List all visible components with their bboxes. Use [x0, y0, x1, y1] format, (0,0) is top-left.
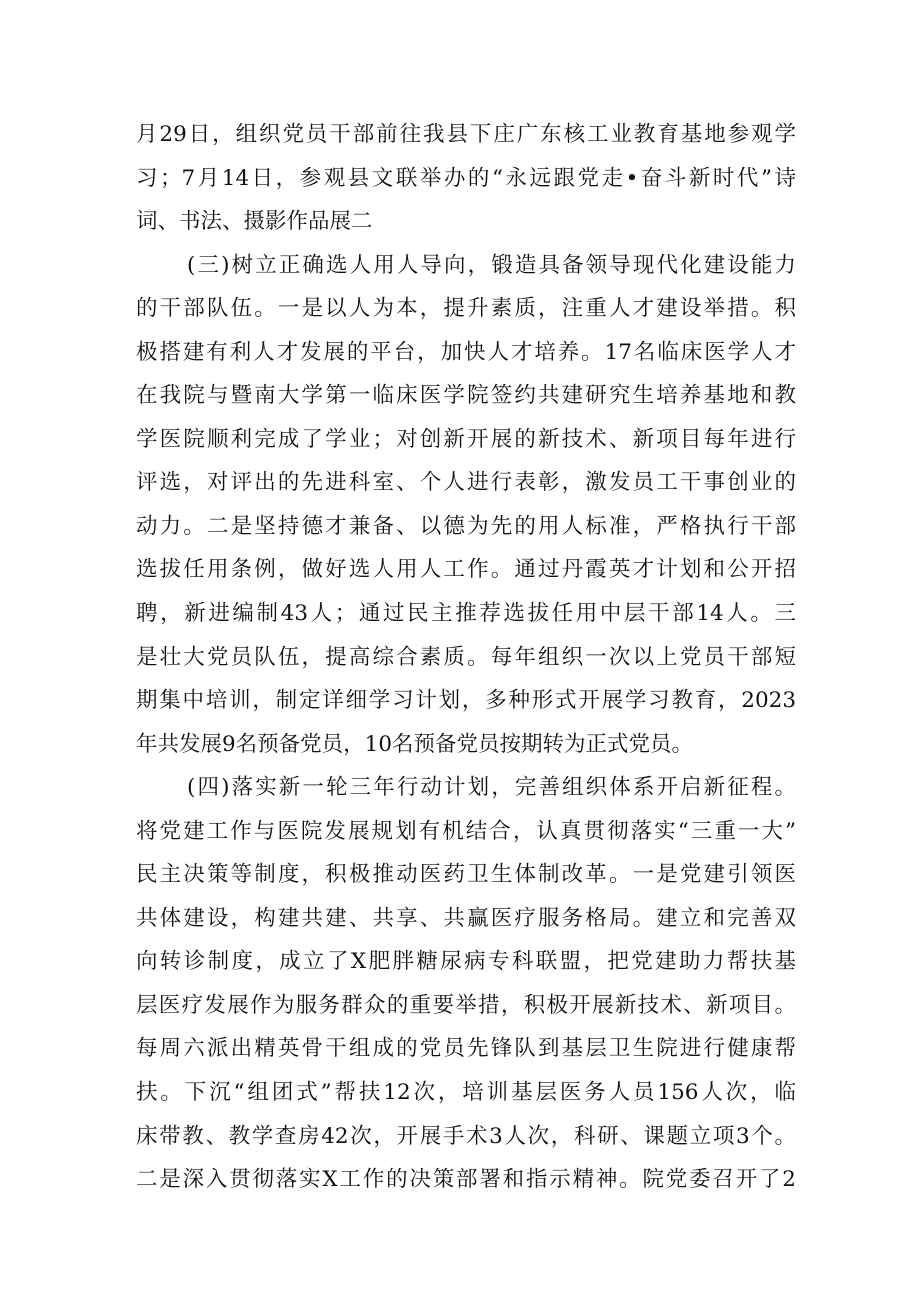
text-line: 月29日，组织党员干部前往我县下庄广东核工业教育基地参观学 — [136, 122, 796, 147]
text-line: 向转诊制度，成立了X肥胖糖尿病专科联盟，把党建助力帮扶基 — [136, 949, 796, 975]
text-line: 民主决策等制度，积极推动医药卫生体制改革。一是党建引领医 — [136, 862, 796, 888]
text-line: 床带教、教学查房42次，开展手术3人次，科研、课题立项3个。 — [136, 1123, 796, 1149]
text-line: 共体建设，构建共建、共享、共赢医疗服务格局。建立和完善双 — [136, 905, 796, 931]
text-line: 极搭建有利人才发展的平台，加快人才培养。17名临床医学人才 — [136, 339, 796, 365]
text-line: 聘，新进编制43人；通过民主推荐选拔任用中层干部14人。三 — [136, 601, 796, 627]
text-line: 评选，对评出的先进科室、个人进行表彰，激发员工干事创业的 — [136, 470, 796, 496]
text-line: 期集中培训，制定详细学习计划，多种形式开展学习教育，2023 — [136, 688, 796, 714]
text-line: 扶。下沉“组团式”帮扶12次，培训基层医务人员156人次，临 — [136, 1080, 796, 1106]
section-heading-line: (四)落实新一轮三年行动计划，完善组织体系开启新征程。 — [187, 775, 796, 801]
text-line: 在我院与暨南大学第一临床医学院签约共建研究生培养基地和教 — [136, 383, 796, 409]
text-line: 是壮大党员队伍，提高综合素质。每年组织一次以上党员干部短 — [136, 644, 796, 670]
text-line: 层医疗发展作为服务群众的重要举措，积极开展新技术、新项目。 — [136, 992, 796, 1018]
section-heading-line: (三)树立正确选人用人导向，锻造具备领导现代化建设能力 — [187, 252, 796, 278]
text-line: 每周六派出精英骨干组成的党员先锋队到基层卫生院进行健康帮 — [136, 1036, 796, 1062]
text-line: 词、书法、摄影作品展二 — [136, 209, 373, 235]
text-line: 二是深入贯彻落实X工作的决策部署和指示精神。院党委召开了2 — [136, 1167, 796, 1193]
text-line: 选拔任用条例，做好选人用人工作。通过丹霞英才计划和公开招 — [136, 557, 796, 583]
text-line: 将党建工作与医院发展规划有机结合，认真贯彻落实“三重一大” — [136, 818, 796, 844]
text-line: 年共发展9名预备党员，10名预备党员按期转为正式党员。 — [136, 731, 694, 757]
text-line: 的干部队伍。一是以人为本，提升素质，注重人才建设举措。积 — [136, 296, 796, 322]
text-line: 动力。二是坚持德才兼备、以德为先的用人标准，严格执行干部 — [136, 513, 796, 539]
text-line: 习；7月14日，参观县文联举办的“永远跟党走•奋斗新时代”诗 — [136, 165, 796, 191]
document-body — [136, 113, 796, 1202]
text-line: 学医院顺利完成了学业；对创新开展的新技术、新项目每年进行 — [136, 426, 796, 452]
